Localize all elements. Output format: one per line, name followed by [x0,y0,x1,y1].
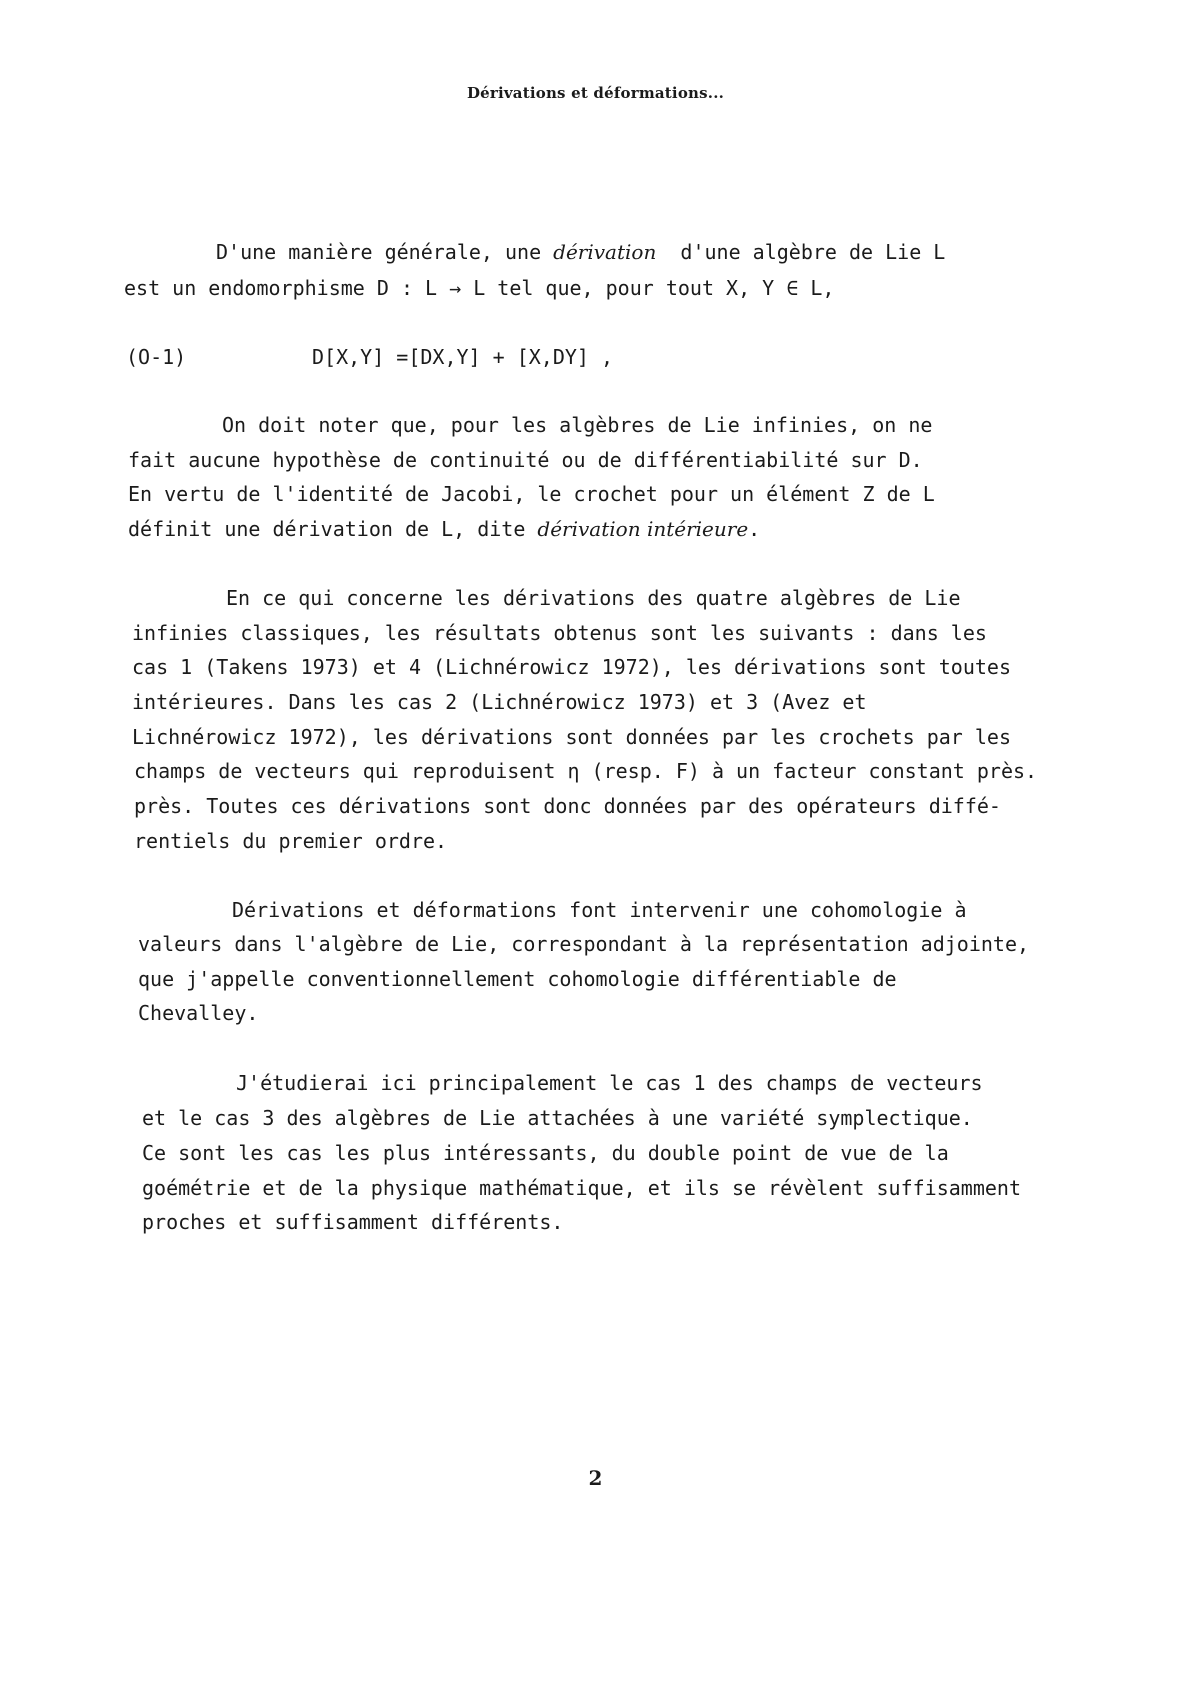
paragraph-5-line-2: et le cas 3 des algèbres de Lie attachées à une variété symplectique. [142,1106,973,1130]
paragraph-5-line-5: proches et suffisamment différents. [142,1210,564,1234]
page-number: 2 [588,1466,603,1490]
paragraph-3-line-1: En ce qui concerne les dérivations des quatre algèbres de Lie [226,586,961,610]
equation-formula: D[X,Y] =[DX,Y] + [X,DY] , [312,345,614,369]
paragraph-3-line-5: Lichnérowicz 1972), les dérivations sont données par les crochets par les [132,725,1011,749]
paragraph-3-line-2: infinies classiques, les résultats obtenus sont les suivants : dans les [132,621,987,645]
paragraph-4-line-2: valeurs dans l'algèbre de Lie, correspondant à la représentation adjointe, [138,932,1030,956]
paragraph-2-line-4-start: définit une dérivation de L, dite [128,517,538,541]
paragraph-3-line-4: intérieures. Dans les cas 2 (Lichnérowicz 1973) et 3 (Avez et [132,690,867,714]
paragraph-4-line-1: Dérivations et déformations font intervenir une cohomologie à [232,898,967,922]
paragraph-3-line-6: champs de vecteurs qui reproduisent η (resp. F) à un facteur constant près. [134,759,1038,783]
paragraph-1-line-1-end: d'une algèbre de Lie L [656,240,946,264]
paragraph-4-line-3: que j'appelle conventionnellement cohomologie différentiable de [138,967,897,991]
paragraph-3-line-3: cas 1 (Takens 1973) et 4 (Lichnérowicz 1972), les dérivations sont toutes [132,655,1011,679]
paragraph-5-line-4: goémétrie et de la physique mathématique, et ils se révèlent suffisamment [142,1176,1021,1200]
paragraph-2-line-4 [128,515,760,543]
paragraph-3-line-8: rentiels du premier ordre. [134,829,448,853]
paragraph-4-line-4: Chevalley. [138,1001,259,1025]
paragraph-5-line-3: Ce sont les cas les plus intéressants, du double point de vue de la [142,1141,949,1165]
paragraph-2-line-4-end: . [748,517,761,541]
paragraph-1-term-derivation: dérivation [553,240,657,264]
paragraph-2-term-derivation-interieure: dérivation intérieure [537,517,749,541]
paragraph-1-line-2: est un endomorphisme D : L → L tel que, pour tout X, Y ∈ L, [124,276,835,300]
paragraph-1-line-1 [216,238,945,266]
equation-label: (O-1) [126,345,187,369]
paragraph-2-line-2: fait aucune hypothèse de continuité ou de différentiabilité sur D. [128,448,923,472]
paragraph-2-line-3: En vertu de l'identité de Jacobi, le crochet pour un élément Z de L [128,482,935,506]
paragraph-2-line-1: On doit noter que, pour les algèbres de Lie infinies, on ne [222,413,933,437]
paragraph-1-line-1-start: D'une manière générale, une [216,240,554,264]
running-header: Dérivations et déformations... [466,84,725,102]
paragraph-3-line-7: près. Toutes ces dérivations sont donc données par des opérateurs diffé- [134,794,1001,818]
paragraph-5-line-1: J'étudierai ici principalement le cas 1 des champs de vecteurs [236,1071,983,1095]
